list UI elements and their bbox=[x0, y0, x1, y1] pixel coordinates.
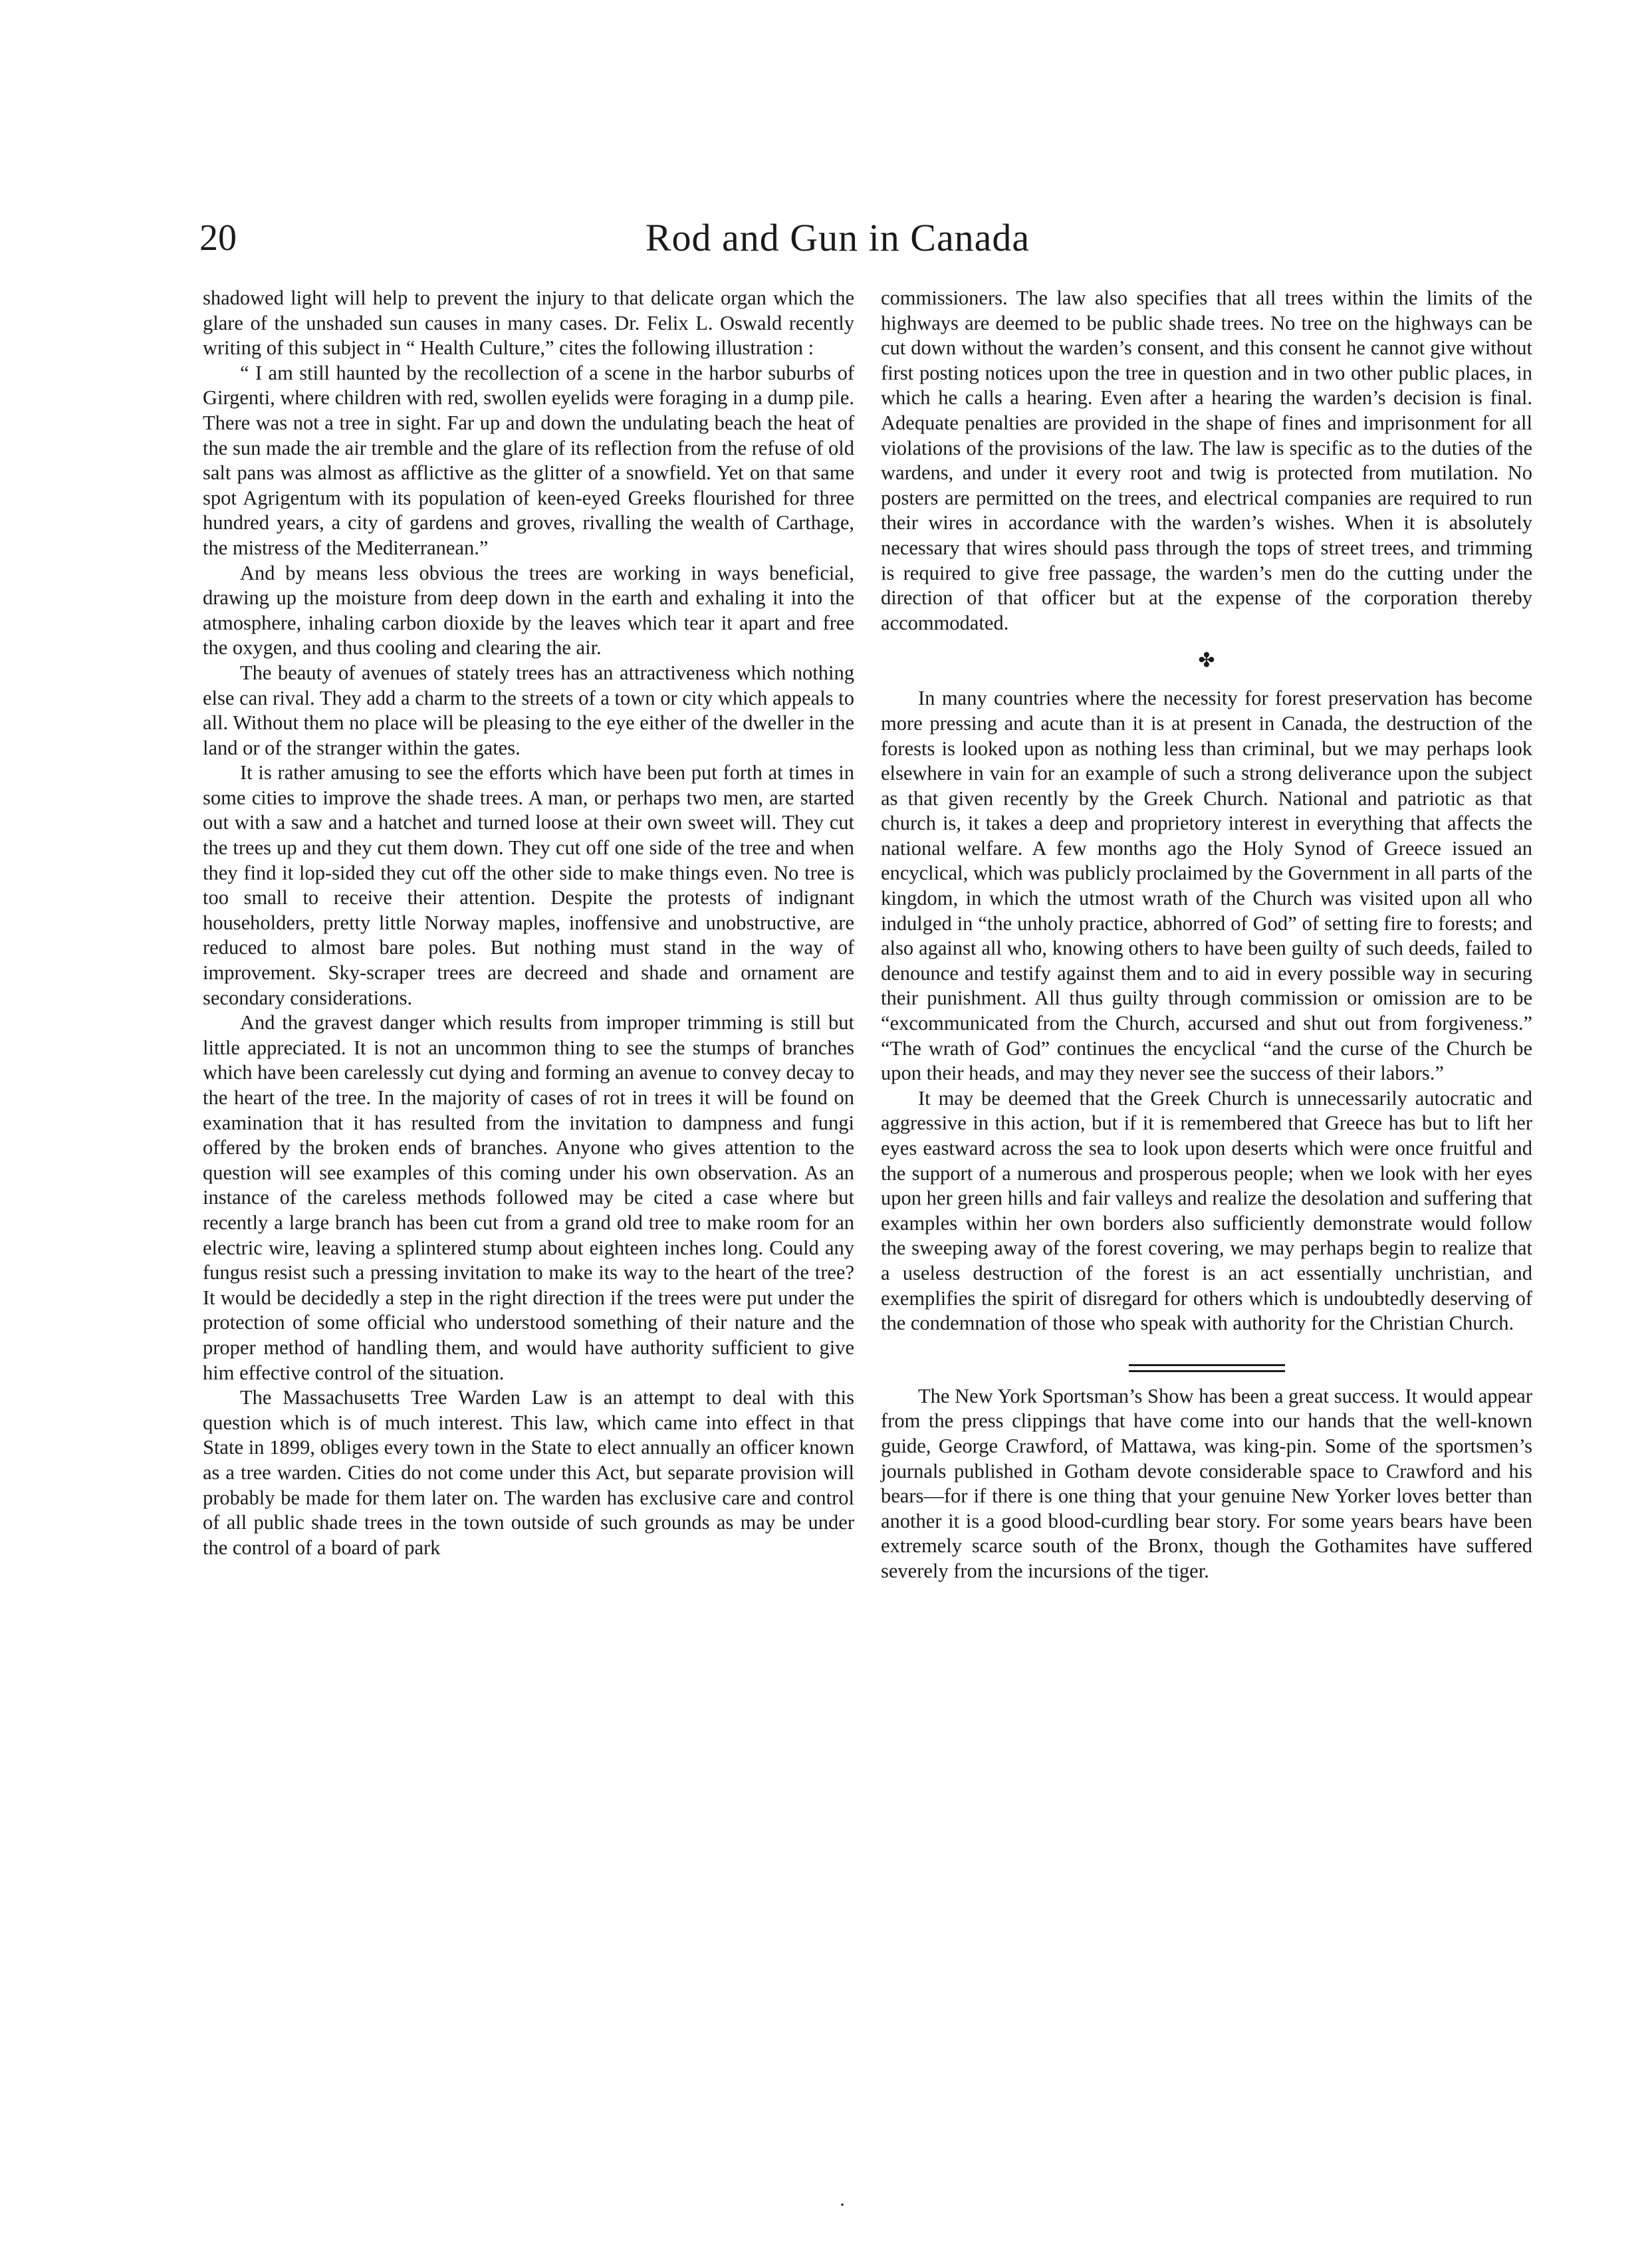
paragraph: And the gravest danger which results from improper trimming is still but little appreciated. It is not an uncommon thing to see the stumps of branches which have been carelessly cut dying and forming an avenue to convey decay to the heart of the tree. In the majority of cases of rot in trees it will be found on examination that it has resulted from the invitation to dampness and fungi offered by the broken ends of branches. Anyone who gives attention to the question will see examples of this coming under his own observation. As an instance of the careless methods followed may be cited a case where but recently a large branch has been cut from a grand old tree to make room for an electric wire, leaving a splintered stump about eighteen inches long. Could any fungus resist such a pressing invitation to make its way to the heart of the tree? It would be decidedly a step in the right direction if the trees were put under the protection of some official who understood something of their nature and the proper method of handling them, and would have authority sufficient to give him effective control of the situation. bbox=[203, 1011, 854, 1384]
section-ornament: ✤ bbox=[1198, 650, 1215, 672]
paragraph: The New York Sportsman’s Show has been a great success. It would appear from the press clippings that have come into our hands that the well-known guide, George Crawford, of Mattawa, was king-pin. Some of the sportsmen’s journals published in Gotham devote considerable space to Crawford and his bears—for if there is one thing that your genuine New Yorker loves better than another it is a good blood-curdling bear story. For some years bears have been extremely scarce south of the Bronx, though the Gothamites have suffered severely from the incursions of the tiger. bbox=[881, 1384, 1532, 1582]
paragraph: The Massachusetts Tree Warden Law is an attempt to deal with this question which is of much interest. This law, which came into effect in that State in 1899, obliges every town in the State to elect annually an officer known as a tree warden. Cities do not come under this Act, but separate provision will probably be made for them later on. The warden has exclusive care and control of all public shade trees in the town outside of such grounds as may be under the control of a board of park bbox=[203, 1386, 854, 1559]
footer-mark: · bbox=[839, 2194, 846, 2216]
running-title: Rod and Gun in Canada bbox=[645, 216, 1030, 259]
paragraph: It may be deemed that the Greek Church is unnecessarily autocratic and aggressive in this action, but if it is remembered that Greece has but to lift her eyes eastward across the sea to look upon deserts which were once fruitful and the support of a numerous and prosperous people; when we look with her eyes upon her green hills and fair valleys and realize the desolation and suffering that examples within her own borders also sufficiently demonstrate would follow the sweeping away of the forest covering, we may perhaps begin to realize that a useless destruction of the forest is an act essentially unchristian, and exemplifies the spirit of disregard for others which is undoubtedly deserving of the condemnation of those who speak with authority for the Christian Church. bbox=[881, 1086, 1532, 1335]
paragraph: And by means less obvious the trees are working in ways beneficial, drawing up the moisture from deep down in the earth and exhaling it into the atmosphere, inhaling carbon dioxide by the leaves which tear it apart and free the oxygen, and thus cooling and clearing the air. bbox=[203, 561, 854, 659]
paragraph: shadowed light will help to prevent the injury to that delicate organ which the glare of the unshaded sun causes in many cases. Dr. Felix L. Oswald recently writing of this subject in “ Health Culture,” cites the following illustration : bbox=[203, 287, 854, 360]
paragraph: In many countries where the necessity for forest preservation has become more pressing and acute than it is at present in Canada, the destruction of the forests is looked upon as nothing less than criminal, but we may perhaps look elsewhere in vain for an example of such a strong deliverance upon the subject as that given recently by the Greek Church. National and patriotic as that church is, it takes a deep and proprietory interest in everything that affects the national welfare. A few months ago the Holy Synod of Greece issued an encyclical, which was publicly proclaimed by the Government in all parts of the kingdom, in which the utmost wrath of the Church was visited upon all who indulged in “the unholy practice, abhorred of God” of setting fire to forests; and also against all who, knowing others to have been guilty of such deeds, failed to denounce and testify against them and to aid in every possible way in securing their punishment. All thus guilty through commission or omission are to be “excommunicated from the Church, accursed and shut out from forgiveness.” “The wrath of God” continues the encyclical “and the curse of the Church be upon their heads, and may they never see the success of their labors.” bbox=[881, 687, 1532, 1085]
paragraph: The beauty of avenues of stately trees has an attractiveness which nothing else can rival. They add a charm to the streets of a town or city which appeals to all. Without them no place will be pleasing to the eye either of the dweller in the land or of the stranger within the gates. bbox=[203, 661, 854, 759]
quoted-paragraph: “ I am still haunted by the recollection of a scene in the harbor suburbs of Girgenti, where children with red, swollen eyelids were foraging in a dump pile. There was not a tree in sight. Far up and down the undulating beach the heat of the sun made the air tremble and the glare of its reflection from the refuse of old salt pans was almost as afflictive as the glitter of a snowfield. Yet on that same spot Agrigentum with its population of keen-eyed Greeks flourished for three hundred years, a city of gardens and groves, rivalling the wealth of Carthage, the mistress of the Mediterranean.” bbox=[203, 361, 854, 559]
right-column bbox=[881, 286, 1532, 1584]
left-column bbox=[203, 286, 854, 1560]
paragraph: commissioners. The law also specifies that all trees within the limits of the highways are deemed to be public shade trees. No tree on the highways can be cut down without the warden’s consent, and this consent he cannot give without first posting notices upon the tree in question and in two other public places, in which he calls a hearing. Even after a hearing the warden’s decision is final. Adequate penalties are provided in the shape of fines and imprisonment for all violations of the provisions of the law. The law is specific as to the duties of the wardens, and under it every root and twig is protected from mutilation. No posters are permitted on the trees, and electrical companies are required to run their wires in accordance with the warden’s wishes. When it is absolutely necessary that wires should pass through the tops of street trees, and trimming is required to give free passage, the warden’s men do the cutting under the direction of that officer but at the expense of the corporation thereby accommodated. bbox=[881, 287, 1532, 634]
page-header bbox=[199, 211, 1476, 265]
page-number: 20 bbox=[199, 217, 237, 259]
paragraph: It is rather amusing to see the efforts which have been put forth at times in some cities to improve the shade trees. A man, or perhaps two men, are started out with a saw and a hatchet and turned loose at their own sweet will. They cut the trees up and they cut them down. They cut off one side of the tree and when they find it lop-sided they cut off the other side to make things even. No tree is too small to receive their attention. Despite the protests of indignant householders, pretty little Norway maples, inoffensive and unobstructive, are reduced to almost bare poles. But nothing must stand in the way of improvement. Sky-scraper trees are decreed and shade and ornament are secondary considerations. bbox=[203, 761, 854, 1009]
section-divider bbox=[1129, 1364, 1285, 1372]
